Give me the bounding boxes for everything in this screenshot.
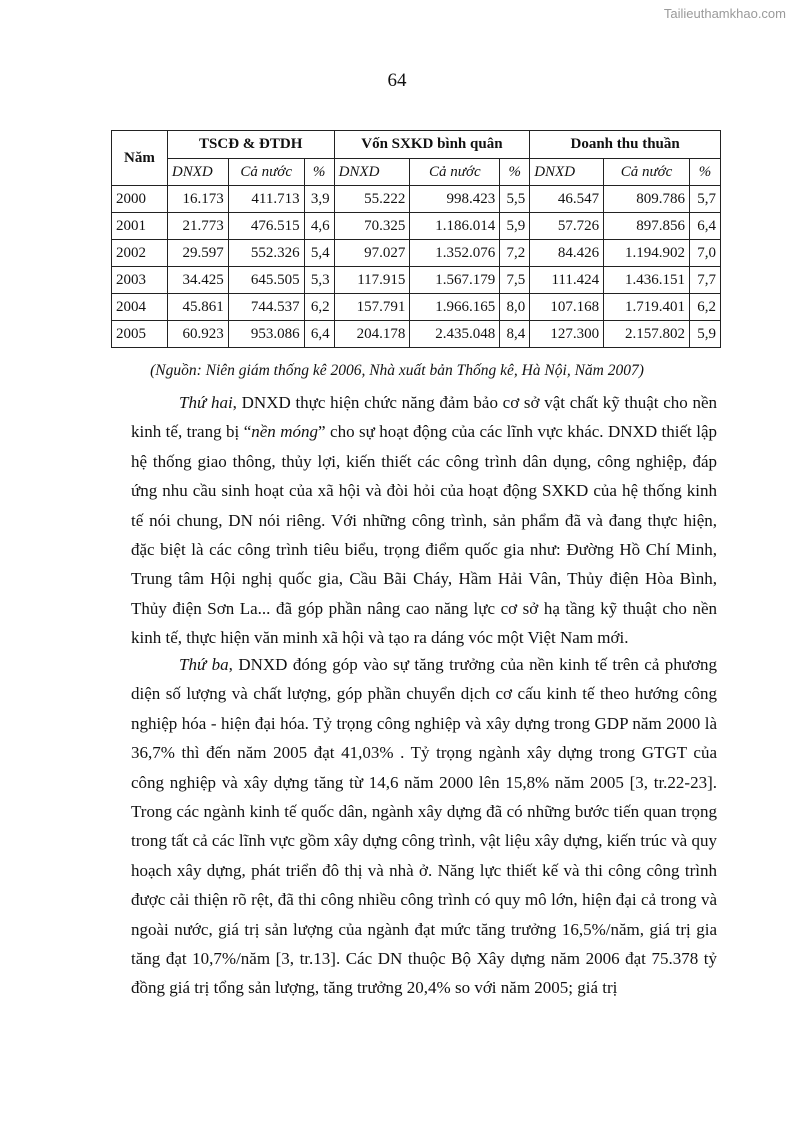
watermark: Tailieuthamkhao.com xyxy=(663,6,786,21)
table-cell: 84.426 xyxy=(530,240,604,267)
table-group-header-row xyxy=(112,131,721,159)
table-cell: 107.168 xyxy=(530,294,604,321)
year-cell: 2000 xyxy=(112,186,168,213)
table-cell: 34.425 xyxy=(167,267,228,294)
subheader-ca-nuoc: Cả nước xyxy=(410,159,500,186)
group-header-von-sxkd: Vốn SXKD bình quân xyxy=(334,131,530,159)
table-cell: 55.222 xyxy=(334,186,410,213)
group-header-tscd: TSCĐ & ĐTDH xyxy=(167,131,334,159)
table-cell: 5,5 xyxy=(500,186,530,213)
table-cell: 4,6 xyxy=(304,213,334,240)
table-cell: 897.856 xyxy=(604,213,690,240)
table-cell: 127.300 xyxy=(530,321,604,348)
table-cell: 204.178 xyxy=(334,321,410,348)
subheader-dnxd: DNXD xyxy=(167,159,228,186)
paragraph-lead: Thứ ba xyxy=(179,655,229,674)
year-cell: 2005 xyxy=(112,321,168,348)
table-cell: 5,4 xyxy=(304,240,334,267)
table-source-note: (Nguồn: Niên giám thống kê 2006, Nhà xuất bản Thống kê, Hà Nội, Năm 2007) xyxy=(150,362,644,379)
table-row xyxy=(112,294,721,321)
emphasis-nen-mong: nền móng xyxy=(251,422,319,442)
page-number: 64 xyxy=(387,70,407,91)
table-cell: 8,4 xyxy=(500,321,530,348)
table-cell: 16.173 xyxy=(167,186,228,213)
table-cell: 60.923 xyxy=(167,321,228,348)
table-cell: 5,9 xyxy=(500,213,530,240)
table-cell: 2.157.802 xyxy=(604,321,690,348)
table-cell: 21.773 xyxy=(167,213,228,240)
table-cell: 744.537 xyxy=(228,294,304,321)
table-cell: 6,2 xyxy=(304,294,334,321)
table-cell: 29.597 xyxy=(167,240,228,267)
table-cell: 7,2 xyxy=(500,240,530,267)
table-cell: 5,3 xyxy=(304,267,334,294)
subheader-percent: % xyxy=(304,159,334,186)
year-column-header: Năm xyxy=(112,131,168,186)
table-row xyxy=(112,240,721,267)
paragraph-text: , DNXD đóng góp vào sự tăng trưởng của nền kinh tế trên cả phương diện số lượng và chất lượng, góp phần chuyển dịch cơ cấu kinh tế theo hướng công nghiệp hóa - hiện đại hóa. Tỷ trọng công nghiệp và xây dựng trong GDP năm 2000 là 36,7% thì đến năm 2005 đạt 41,03% . Tỷ trọng ngành xây dựng trong GTGT của công nghiệp và xây dựng tăng từ 14,6 năm 2000 lên 15,8% năm 2005 [3, tr.22-23]. Trong các ngành kinh tế quốc dân, ngành xây dựng đã có những bước tiến quan trọng trong tất cả các lĩnh vực gồm xây dựng công trình, vật liệu xây dựng, kiến trúc và quy hoạch xây dựng, phát triển đô thị và nhà ở. Năng lực thiết kế và thi công công trình được cải thiện rõ rệt, đã thi công nhiều công trình có quy mô lớn, hiện đại cả trong và ngoài nước, giá trị sản lượng của ngành đạt mức tăng trưởng 16,5%/năm, giá trị gia tăng đạt 10,7%/năm [3, tr.13]. Các DN thuộc Bộ Xây dựng năm 2006 đạt 75.378 tỷ đồng giá trị tổng sản lượng, tăng trưởng 20,4% so với năm 2005; giá trị xyxy=(131,655,717,998)
table-cell: 1.567.179 xyxy=(410,267,500,294)
table-cell: 1.719.401 xyxy=(604,294,690,321)
table-cell: 97.027 xyxy=(334,240,410,267)
subheader-ca-nuoc: Cả nước xyxy=(604,159,690,186)
table-cell: 6,2 xyxy=(689,294,720,321)
table-row xyxy=(112,267,721,294)
paragraph-thu-ba xyxy=(131,650,717,1003)
table-cell: 2.435.048 xyxy=(410,321,500,348)
table-cell: 5,7 xyxy=(689,186,720,213)
table-cell: 645.505 xyxy=(228,267,304,294)
year-cell: 2001 xyxy=(112,213,168,240)
year-cell: 2002 xyxy=(112,240,168,267)
table-cell: 1.436.151 xyxy=(604,267,690,294)
subheader-percent: % xyxy=(689,159,720,186)
subheader-percent: % xyxy=(500,159,530,186)
paragraph-thu-hai xyxy=(131,388,717,653)
table-cell: 411.713 xyxy=(228,186,304,213)
table-cell: 57.726 xyxy=(530,213,604,240)
subheader-dnxd: DNXD xyxy=(530,159,604,186)
table-cell: 6,4 xyxy=(304,321,334,348)
table-body xyxy=(112,186,721,348)
statistics-table xyxy=(111,130,721,348)
table-row xyxy=(112,321,721,348)
subheader-dnxd: DNXD xyxy=(334,159,410,186)
table-cell: 1.966.165 xyxy=(410,294,500,321)
table-cell: 1.186.014 xyxy=(410,213,500,240)
table-cell: 8,0 xyxy=(500,294,530,321)
table-cell: 46.547 xyxy=(530,186,604,213)
table-cell: 70.325 xyxy=(334,213,410,240)
table-cell: 111.424 xyxy=(530,267,604,294)
table-cell: 1.194.902 xyxy=(604,240,690,267)
table-cell: 157.791 xyxy=(334,294,410,321)
subheader-ca-nuoc: Cả nước xyxy=(228,159,304,186)
table-cell: 7,7 xyxy=(689,267,720,294)
paragraph-lead: Thứ hai xyxy=(179,393,233,412)
table-cell: 809.786 xyxy=(604,186,690,213)
table-row xyxy=(112,186,721,213)
year-cell: 2004 xyxy=(112,294,168,321)
table-cell: 552.326 xyxy=(228,240,304,267)
table-cell: 7,0 xyxy=(689,240,720,267)
table-cell: 1.352.076 xyxy=(410,240,500,267)
paragraph-text: , DNXD thực hiện chức năng đảm bảo cơ sở vật chất kỹ thuật cho nền kinh tế, trang bị “ xyxy=(131,393,718,442)
table-cell: 476.515 xyxy=(228,213,304,240)
table-row xyxy=(112,213,721,240)
table-cell: 6,4 xyxy=(689,213,720,240)
table-cell: 998.423 xyxy=(410,186,500,213)
table-cell: 3,9 xyxy=(304,186,334,213)
paragraph-text: ” cho sự hoạt động của các lĩnh vực khác. DNXD thiết lập hệ thống giao thông, thủy lợi, kiến thiết các công trình dân dụng, công nghiệp, đáp ứng nhu cầu sinh hoạt của xã hội và đòi hỏi của hoạt động SXKD của hệ thống kinh tế nói chung, DN nói riêng. Với những công trình, sản phẩm đã và đang thực hiện, đặc biệt là các công trình tiêu biểu, trọng điểm quốc gia như: Đường Hồ Chí Minh, Trung tâm Hội nghị quốc gia, Cầu Bãi Cháy, Hầm Hải Vân, Thủy điện Hòa Bình, Thủy điện Sơn La... đã góp phần nâng cao năng lực cơ sở hạ tầng kỹ thuật cho nền kinh tế, thực hiện văn minh xã hội và tạo ra dáng vóc một Việt Nam mới. xyxy=(131,422,717,648)
table-cell: 117.915 xyxy=(334,267,410,294)
table-cell: 5,9 xyxy=(689,321,720,348)
year-cell: 2003 xyxy=(112,267,168,294)
table-cell: 7,5 xyxy=(500,267,530,294)
group-header-doanh-thu: Doanh thu thuần xyxy=(530,131,721,159)
table-subheader-row xyxy=(112,159,721,186)
table-cell: 953.086 xyxy=(228,321,304,348)
table-cell: 45.861 xyxy=(167,294,228,321)
